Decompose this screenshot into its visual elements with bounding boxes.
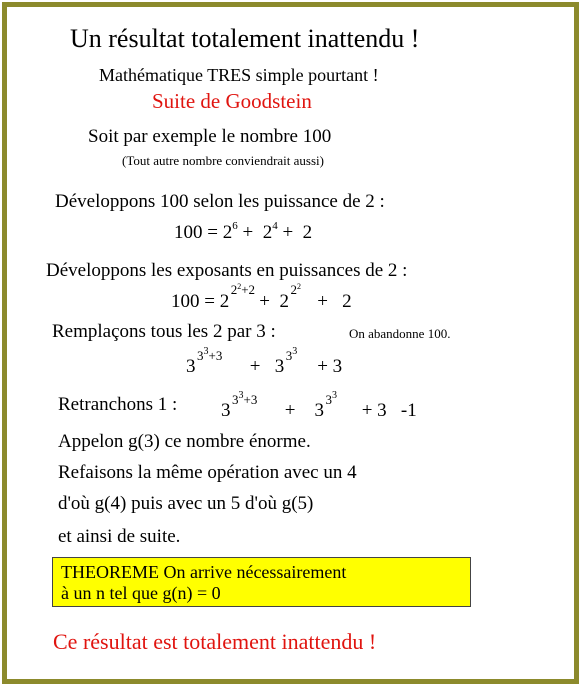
power-term — [186, 346, 223, 377]
tail: + 3 — [298, 356, 343, 377]
exp-exp: 3 — [238, 390, 244, 401]
base: 2 — [219, 291, 230, 312]
base: 2 — [279, 291, 289, 312]
exp-rest: +3 — [208, 348, 223, 363]
step4-expression — [221, 390, 417, 421]
lhs: 100 = — [174, 222, 223, 243]
exp-rest: +2 — [241, 282, 256, 297]
step2-equation — [171, 282, 352, 312]
step2-text: Développons les exposants en puissances de 2 : — [46, 260, 408, 281]
tail: + 2 — [277, 222, 313, 243]
exp-exp: 3 — [203, 346, 209, 357]
base: 3 — [221, 400, 231, 421]
exp-exp: 3 — [292, 346, 298, 357]
step1-equation — [174, 220, 313, 243]
base: 3 — [314, 400, 324, 421]
base: 3 — [274, 356, 285, 377]
exponent — [197, 346, 223, 363]
page-subtitle: Mathématique TRES simple pourtant ! — [99, 65, 379, 85]
text-line: d'où g(4) puis avec un 5 d'où g(5) — [58, 493, 314, 514]
example-text: Soit par exemple le nombre 100 — [88, 126, 332, 147]
base: 2 — [222, 222, 233, 243]
theorem-line: à un n tel que g(n) = 0 — [61, 583, 221, 603]
tail: + 2 — [302, 291, 352, 312]
step3-note: On abandonne 100. — [349, 326, 451, 341]
exponent — [231, 283, 255, 296]
exp-base: 3 — [325, 392, 332, 407]
step3-text: Remplaçons tous les 2 par 3 : — [52, 321, 276, 342]
exp-base: 3 — [197, 348, 204, 363]
tail: + 3 -1 — [337, 400, 417, 421]
conclusion: Ce résultat est totalement inattendu ! — [53, 629, 377, 654]
exponent — [325, 390, 337, 407]
exp-base: 2 — [290, 282, 297, 297]
page-title: Un résultat totalement inattendu ! — [70, 24, 420, 53]
exponent — [290, 283, 301, 296]
example-note: (Tout autre nombre conviendrait aussi) — [122, 153, 324, 168]
exp-exp: 2 — [296, 282, 301, 291]
exp-exp: 2 — [237, 282, 242, 291]
exp-rest: +3 — [243, 392, 258, 407]
power-term — [279, 282, 301, 312]
theorem-box — [52, 557, 471, 607]
theorem-line: THEOREME On arrive nécessairement — [61, 562, 347, 582]
exponent — [232, 390, 258, 407]
sequence-name: Suite de Goodstein — [152, 89, 312, 113]
lhs: 100 = — [171, 291, 220, 312]
text-line: Appelon g(3) ce nombre énorme. — [58, 431, 311, 452]
exp-exp: 3 — [331, 390, 337, 401]
step4-text: Retranchons 1 : — [58, 394, 178, 415]
plus: + — [259, 291, 280, 312]
exponent — [285, 346, 298, 363]
plus: + — [235, 356, 275, 377]
exp-base: 2 — [230, 282, 238, 297]
exp-base: 3 — [285, 348, 293, 363]
step3-expression — [186, 346, 343, 377]
exp-base: 3 — [232, 392, 239, 407]
base: 3 — [186, 356, 196, 377]
power-term — [274, 346, 298, 377]
text-line: Refaisons la même opération avec un 4 — [58, 462, 357, 483]
plus: + — [237, 222, 263, 243]
power-term — [314, 390, 337, 421]
base: 2 — [262, 222, 273, 243]
step1-text: Développons 100 selon les puissance de 2 : — [55, 191, 385, 212]
exponent: 6 — [232, 220, 238, 232]
exponent: 4 — [272, 220, 278, 232]
power-term — [219, 282, 256, 312]
power-term — [221, 390, 258, 421]
plus: + — [270, 400, 315, 421]
text-line: et ainsi de suite. — [58, 526, 181, 547]
